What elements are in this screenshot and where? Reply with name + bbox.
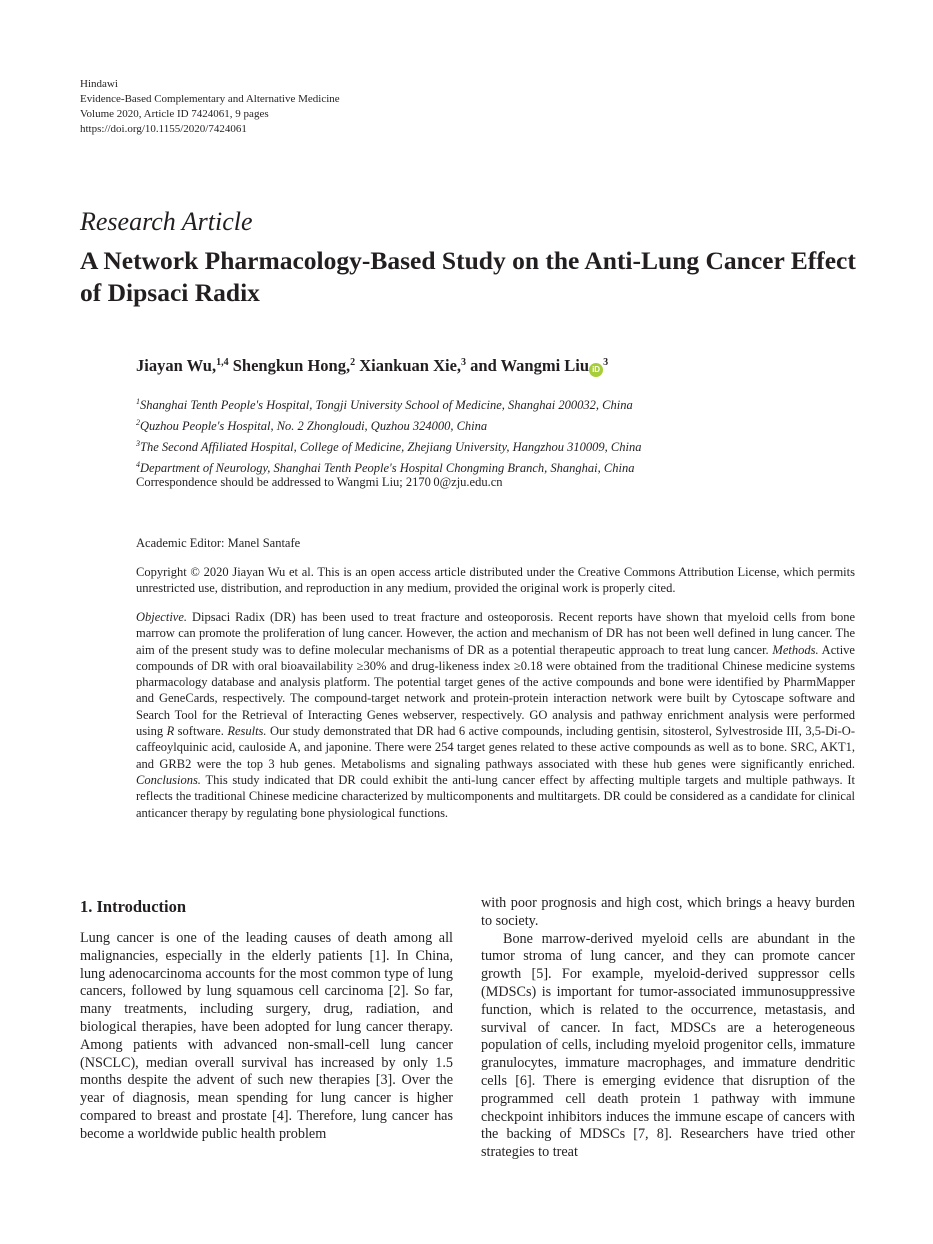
author-list — [136, 356, 608, 377]
abstract-conclusions: This study indicated that DR could exhibit the anti-lung cancer effect by affecting multiple targets and multiple pathways. It reflects the traditional Chinese medicine characterized by multicomponents and multitargets. DR could be considered as a candidate for clinical anticancer therapy by regulating bone physiological functions. — [136, 772, 855, 820]
article-type: Research Article — [80, 207, 253, 236]
body-paragraph: Bone marrow-derived myeloid cells are abundant in the tumor stroma of lung cancer, and they can promote cancer growth [5]. For example, myeloid-derived suppressor cells (MDSCs) is important for tumor-associated immunosuppressive function, which is related to the occurrence, metastasis, and survival of cancer. In fact, MDSCs are a heterogeneous population of cells, including myeloid progenitor cells, immature granulocytes, immature macrophages, and immature dendritic cells [6]. There is emerging evidence that disruption of the programmed cell death protein 1 pathway with immune checkpoint inhibitors induces the immune escape of cancers with the backing of MDSCs [7, 8]. Researchers have tried other strategies to treat — [481, 930, 855, 1161]
article-title: A Network Pharmacology-Based Study on the Anti-Lung Cancer Effect of Dipsaci Radix — [80, 246, 856, 307]
author-affiliation-ref: 2 — [350, 357, 356, 368]
abstract-software-name: R — [166, 724, 175, 739]
affiliation — [136, 414, 641, 435]
author-name: Jiayan Wu, — [136, 356, 217, 375]
abstract — [136, 609, 855, 821]
left-column — [80, 930, 453, 1144]
abstract-methods-label: Methods. — [772, 642, 819, 657]
author-affiliation-ref: 3 — [603, 357, 609, 368]
affiliation-number: 1 — [136, 397, 140, 406]
abstract-conclusions-label: Conclusions. — [136, 772, 201, 787]
abstract-methods: Active compounds of DR with oral bioavailability ≥30% and drug-likeness index ≥0.18 were obtained from the traditional Chinese medicine systems pharmacology database and analysis platform. The potential target genes of the active compounds and bone were identified by PharmMapper and GeneCards, respectively. The compound-target network and protein-protein interaction network were built by Cytoscape software and Search Tool for the Retrieval of Interacting Genes webserver, respectively. GO analysis and pathway enrichment analysis were performed using — [136, 642, 855, 739]
volume-info: Volume 2020, Article ID 7424061, 9 pages — [80, 108, 269, 120]
body-paragraph-continuation: with poor prognosis and high cost, which brings a heavy burden to society. — [481, 895, 855, 929]
affiliation — [136, 393, 641, 414]
affiliation-text: Department of Neurology, Shanghai Tenth People's Hospital Chongming Branch, Shanghai, China — [140, 461, 635, 475]
affiliation-number: 2 — [136, 418, 140, 427]
abstract-methods-end: software. — [174, 724, 228, 739]
author-name: Shengkun Hong, — [232, 356, 351, 375]
affiliation — [136, 456, 641, 477]
journal-name: Evidence-Based Complementary and Alternative Medicine — [80, 93, 340, 105]
affiliation-text: The Second Affiliated Hospital, College of Medicine, Zhejiang University, Hangzhou 310009, China — [140, 440, 642, 454]
affiliation-number: 3 — [136, 439, 140, 448]
publisher-name: Hindawi — [80, 78, 118, 90]
abstract-results: Our study demonstrated that DR had 6 active compounds, including gentisin, sitosterol, Sylvestroside III, 3,5-Di-O-caffeoylquinic acid, cauloside A, and japonine. There were 254 target genes related to these active compounds as well as to bone. SRC, AKT1, and GRB2 were the top 3 hub genes. Metabolisms and signaling pathways associated with these hub genes were significantly enriched. — [136, 724, 855, 771]
abstract-results-label: Results. — [227, 724, 267, 739]
copyright-notice: Copyright © 2020 Jiayan Wu et al. This is an open access article distributed under the Creative Commons Attribution License, which permits unrestricted use, distribution, and reproduction in any medium, provided the original work is properly cited. — [136, 565, 855, 596]
right-column — [481, 895, 855, 1162]
affiliation-list — [136, 393, 641, 477]
body-paragraph: Lung cancer is one of the leading causes of death among all malignancies, especially in the elderly patients [1]. In China, lung adenocarcinoma accounts for the most common type of lung cancers, followed by lung squamous cell carcinoma [2]. So far, many treatments, including surgery, drug, radiation, and biological therapies, have been adopted for lung cancer therapy. Among patients with advanced non-small-cell lung cancer (NSCLC), median overall survival has increased by only 1.5 months despite the advent of such new therapies [3]. Over the year of diagnosis, mean spending for lung cancer is higher compared to breast and prostate [4]. Therefore, lung cancer has become a worldwide public health problem — [80, 930, 453, 1142]
doi-link[interactable]: https://doi.org/10.1155/2020/7424061 — [80, 123, 247, 135]
academic-editor: Academic Editor: Manel Santafe — [136, 536, 301, 550]
author-affiliation-ref: 3 — [461, 357, 467, 368]
section-heading: 1. Introduction — [80, 897, 187, 916]
abstract-objective-label: Objective. — [136, 610, 188, 624]
author-name: and Wangmi Liu — [470, 356, 590, 375]
author-name: Xiankuan Xie, — [359, 356, 462, 375]
correspondence-line: Correspondence should be addressed to Wangmi Liu; 2170 0@zju.edu.cn — [136, 475, 503, 489]
affiliation-text: Quzhou People's Hospital, No. 2 Zhongloudi, Quzhou 324000, China — [140, 419, 488, 433]
author-affiliation-ref: 1,4 — [216, 357, 229, 368]
orcid-icon[interactable]: iD — [589, 363, 603, 377]
affiliation — [136, 435, 641, 456]
abstract-objective: Dipsaci Radix (DR) has been used to treat fracture and osteoporosis. Recent reports have shown that myeloid cells from bone marrow can promote the proliferation of lung cancer. However, the action and mechanism of DR has not been well defined in lung cancer. The aim of the present study was to define molecular mechanisms of DR as a potential therapeutic approach to treat lung cancer. — [136, 610, 855, 657]
journal-header — [80, 77, 340, 137]
affiliation-number: 4 — [136, 460, 140, 469]
affiliation-text: Shanghai Tenth People's Hospital, Tongji University School of Medicine, Shanghai 200032, China — [140, 398, 633, 412]
